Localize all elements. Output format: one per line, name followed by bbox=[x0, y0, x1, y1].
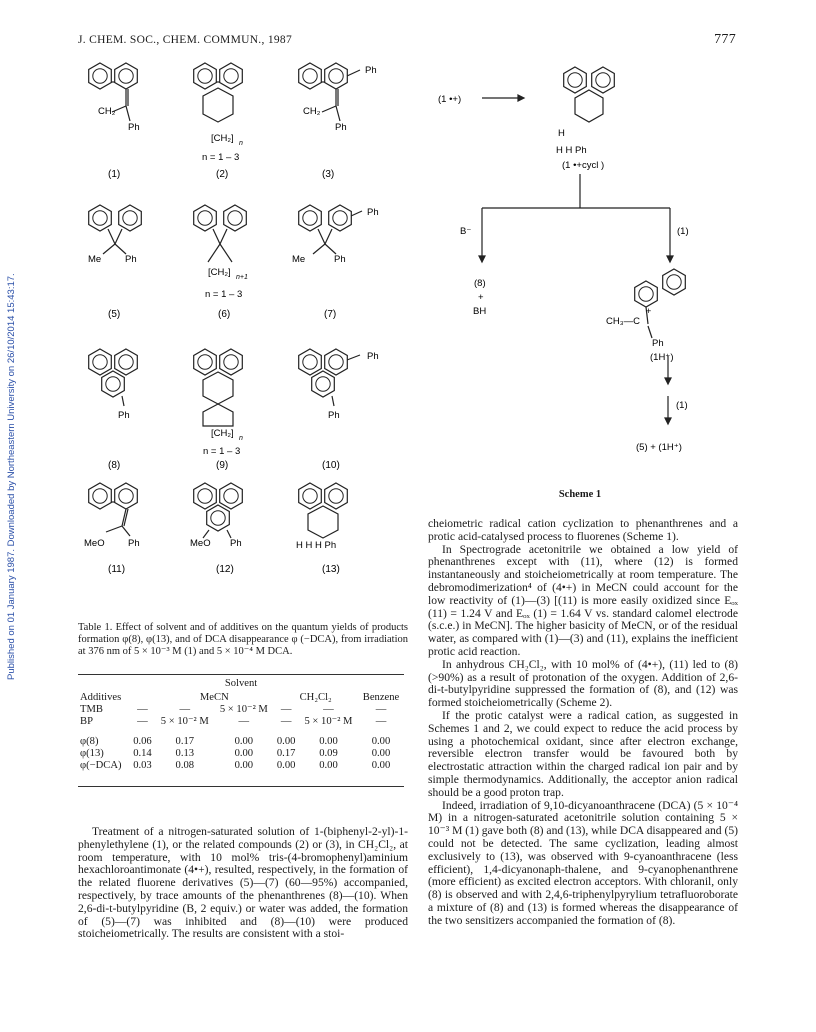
table-row: φ(13) 0.14 0.13 0.00 0.17 0.09 0.00 bbox=[80, 748, 391, 759]
scheme-start: (1 •+) bbox=[438, 94, 462, 105]
structure-12 bbox=[194, 483, 243, 538]
table-col-additives: Additives bbox=[80, 692, 122, 703]
scheme-hhph: H H Ph bbox=[556, 145, 587, 156]
right-body-text bbox=[428, 518, 738, 928]
table-row: TMB — — 5 × 10⁻² M — — — bbox=[80, 704, 387, 715]
label-nrange-6: n = 1 – 3 bbox=[205, 289, 243, 300]
label-ch2-3: CH₂ bbox=[303, 106, 321, 117]
table-header-row bbox=[78, 692, 404, 704]
label-me-7: Me bbox=[292, 254, 306, 265]
paragraph: In anhydrous CH₂Cl₂, with 10 mol% of (4•+), (11) led to (8) (>90%) as a result of protonation of the oxygen. Addition of 2,6-di-t-butylpyridine suppressed the formation of (8), and (12) was formed stoicheiometrically (Scheme 2). bbox=[428, 657, 738, 710]
structure-13 bbox=[299, 483, 348, 538]
structure-diagrams bbox=[70, 56, 415, 596]
paragraph: cheiometric radical cation cyclization to phenanthrenes and a protic acid-catalysed process to fluorenes (Scheme 1). bbox=[428, 517, 738, 543]
page-number: 777 bbox=[714, 32, 736, 47]
scheme-ph: Ph bbox=[652, 338, 664, 349]
label-ph-8: Ph bbox=[118, 410, 130, 421]
table-col-benzene: Benzene bbox=[362, 692, 400, 703]
label-ch2n-6: [CH₂] bbox=[208, 267, 231, 278]
paragraph: If the protic catalyst were a radical cation, as suggested in Schemes 1 and 2, we could expect to reduce the acid process by using a photochemical oxidant, since after electron exchange, reversible electron transfer would be favoured both by electrostatic attraction within the charged radical ion pair and by simple thermodynamics. Additionally, the acceptor anion radical should be a good proton trap. bbox=[428, 708, 738, 799]
label-c5: (5) bbox=[108, 309, 121, 320]
table-solvent-header: Solvent bbox=[224, 678, 258, 689]
table-col-ch2cl2: CH₂Cl₂ bbox=[299, 692, 332, 703]
label-c9: (9) bbox=[216, 460, 229, 471]
table-row: φ(−DCA) 0.03 0.08 0.00 0.00 0.00 0.00 bbox=[80, 760, 391, 771]
label-n-sub-2: n bbox=[239, 140, 243, 147]
label-ph-12: Ph bbox=[230, 538, 242, 549]
label-c1: (1) bbox=[108, 169, 121, 180]
label-me-5: Me bbox=[88, 254, 102, 265]
left-body-text bbox=[78, 826, 408, 941]
label-c7: (7) bbox=[324, 309, 337, 320]
table-caption: Table 1. Effect of solvent and of additives on the quantum yields of products formation φ(8), φ(13), and of DCA disappearance φ (−DCA), from irradiation at 376 nm of 5 × 10⁻³ M (1) and 5 × 10⁻⁴ M DCA. bbox=[78, 622, 408, 657]
table-top-rule bbox=[78, 674, 404, 675]
scheme-base: B⁻ bbox=[460, 226, 472, 237]
label-nrange-2: n = 1 – 3 bbox=[202, 152, 240, 163]
label-c10: (10) bbox=[322, 460, 340, 471]
label-ph-10b: Ph bbox=[328, 410, 340, 421]
table-row: φ(8) 0.06 0.17 0.00 0.00 0.00 0.00 bbox=[80, 736, 391, 747]
scheme-reagent2: (1) bbox=[676, 400, 688, 411]
label-ph-1: Ph bbox=[128, 122, 140, 133]
table-col-mecn: MeCN bbox=[199, 692, 229, 703]
label-ch2n-2: [CH₂] bbox=[211, 133, 234, 144]
label-c3: (3) bbox=[322, 169, 335, 180]
label-ph-7a: Ph bbox=[334, 254, 346, 265]
label-n1-sub-6: n+1 bbox=[236, 274, 248, 281]
scheme-final: (5) + (1H⁺) bbox=[636, 442, 682, 453]
structure-5 bbox=[89, 205, 142, 254]
provenance-sidebar bbox=[6, 60, 20, 680]
table-bottom-rule bbox=[78, 786, 404, 787]
scheme-caption: Scheme 1 bbox=[558, 489, 602, 500]
scheme-plus: + bbox=[478, 292, 484, 303]
structure-10 bbox=[299, 349, 360, 406]
label-ph-3a: Ph bbox=[365, 65, 377, 76]
label-ph-11: Ph bbox=[128, 538, 140, 549]
page-header bbox=[78, 34, 736, 52]
label-ch2n-9: [CH₂] bbox=[211, 428, 234, 439]
scheme-plus-charge: + bbox=[646, 306, 652, 316]
scheme-h: H bbox=[558, 128, 565, 139]
label-c6: (6) bbox=[218, 309, 231, 320]
table-row: BP — 5 × 10⁻² M — — 5 × 10⁻² M — bbox=[80, 716, 387, 727]
paragraph: In Spectrograde acetonitrile we obtained a low yield of phenanthrenes except with (11), where (12) is formed instantaneously and stoicheiometrically at room temperature. The debromodimerization⁴ of (4•+) in MeCN could account for the low reactivity of (1)—(3) [(11) is more easily oxidized since Eₒₓ (11) = 1.24 V and Eₒₓ (1) = 1.64 V vs. standard calomel electrode (s.c.e.) in MeCN]. The higher basicity of MeCN, or of the residual water, as compared with (1)—(3) and (11), explains the inefficient protic acid reaction. bbox=[428, 542, 738, 658]
label-meo-11: MeO bbox=[84, 538, 105, 549]
structure-7 bbox=[299, 205, 362, 254]
structure-2 bbox=[194, 63, 243, 122]
structure-6 bbox=[194, 205, 247, 262]
label-ph-7b: Ph bbox=[367, 207, 379, 218]
scheme-1-diagram bbox=[430, 56, 740, 486]
paragraph: Indeed, irradiation of 9,10-dicyanoanthracene (DCA) (5 × 10⁻⁴ M) in a nitrogen-saturated acetonitrile solution containing 5 × 10⁻³ M (1) gave both (8) and (13), while DCA disappeared and (5) could not be detected. The same cyclization, leading almost exclusively to (13), was observed with 9-cyanoanthracene (less efficient), 1,4-dicyanonaph-thalene, and 9-cyanophenanthrene (more efficient) as excited electron acceptors. With chloranil, only (8) is observed and with 2,4,6-triphenylpyrylium tetrafluoroborate a mixture of (8) and (13) is formed whereas the disappearance of the two sensitizers accompanied the formation of (8). bbox=[428, 798, 738, 927]
structure-11 bbox=[89, 483, 138, 536]
structure-8 bbox=[89, 349, 138, 406]
label-ph-10a: Ph bbox=[367, 351, 379, 362]
label-ph-5: Ph bbox=[125, 254, 137, 265]
label-ch2-1: CH₂ bbox=[98, 106, 116, 117]
label-c8: (8) bbox=[108, 460, 121, 471]
label-c12: (12) bbox=[216, 564, 234, 575]
structure-9 bbox=[194, 349, 243, 426]
paragraph: Treatment of a nitrogen-saturated solution of 1-(biphenyl-2-yl)-1-phenylethylene (1), or the related compounds (2) or (3), in CH₂Cl₂, at room temperature, with 10 mol% tris-(4-bromophenyl)aminium hexachloroantimonate (4•+), resulted, respectively, in the formation of the related fluorene derivatives (5)—(7) (60—95%) accompanied, respectively, by trace amounts of the phenanthrenes (8)—(10). When 2,6-di-t-butylpyridine (B, 2 equiv.) or water was added, the formation of (5)—(7) was inhibited and (8)—(10) were produced stoicheiometrically. The results are consistent with a stoi- bbox=[78, 825, 408, 941]
label-n-sub-9: n bbox=[239, 435, 243, 442]
scheme-prod8: (8) bbox=[474, 278, 486, 289]
label-hhph-13: H H H Ph bbox=[296, 540, 337, 551]
label-nrange-9: n = 1 – 3 bbox=[203, 446, 241, 457]
table-1 bbox=[78, 692, 404, 772]
scheme-ion: (1H⁺) bbox=[650, 352, 674, 363]
label-meo-12: MeO bbox=[190, 538, 211, 549]
journal-title: J. CHEM. SOC., CHEM. COMMUN., 1987 bbox=[78, 34, 293, 46]
scheme-ch3c: CH₃—C bbox=[606, 316, 640, 327]
scheme-reagent: (1) bbox=[677, 226, 689, 237]
label-c13: (13) bbox=[322, 564, 340, 575]
label-c2: (2) bbox=[216, 169, 229, 180]
provenance-text: Published on 01 January 1987. Downloaded by Northeastern University on 26/10/2014 15:43:17. bbox=[6, 273, 17, 680]
label-ph-3b: Ph bbox=[335, 122, 347, 133]
label-c11: (11) bbox=[108, 564, 126, 575]
scheme-bh: BH bbox=[473, 306, 487, 317]
scheme-cycl: (1 •+cycl ) bbox=[562, 160, 605, 171]
